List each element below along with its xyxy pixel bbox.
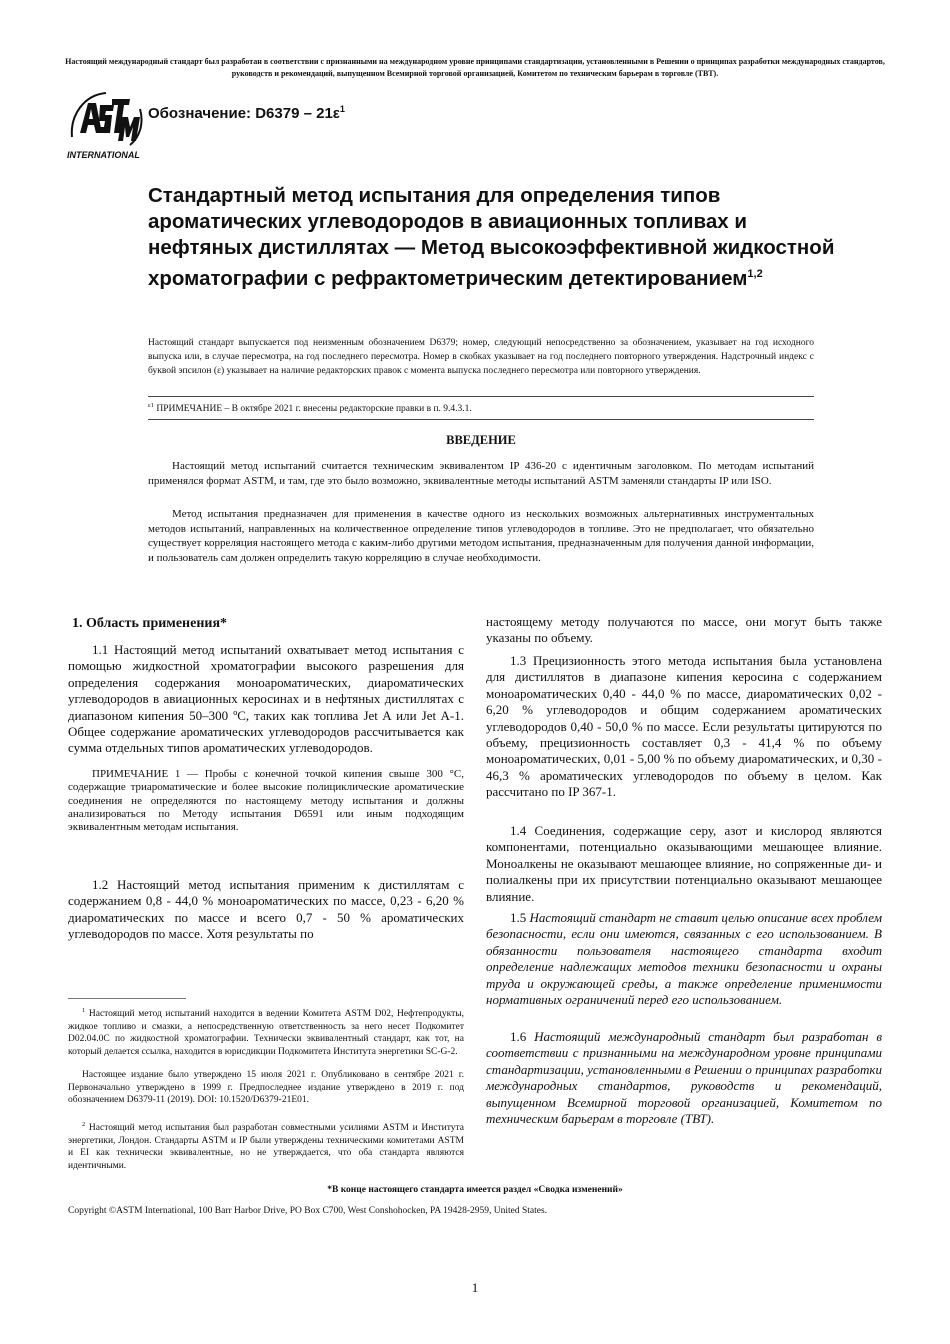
paragraph-1-2 — [68, 877, 464, 943]
paragraph-1-5-body — [486, 910, 882, 1008]
designation — [148, 104, 345, 122]
introduction-paragraph-1: Настоящий метод испытаний считается техническим эквивалентом IP 436-20 с идентичным заголовком. По методам испытаний применялся формат ASTM, и там, где это было возможно, эквивалентные методы испытаний ASTM заменяли стандарты IP или ISO. — [148, 460, 814, 487]
section-heading-scope: 1. Область применения* — [72, 616, 228, 631]
paragraph-1-1-text: 1.1 Настоящий метод испытаний охватывает метод испытания с помощью жидкостной хроматографии высокого разрешения для определения содержания моноароматических, диароматических углеводородов в авиационных керосинах и в нефтяных дистиллятах с диапазоном кипения 50–300 ºС, таких как топлива Jet A или Jet A-1. Общее содержание ароматических углеводородов рассчитывается как сумма отдельных типов ароматических углеводородов. — [68, 642, 464, 756]
paragraph-1-5-number: 1.5 — [510, 910, 530, 925]
astm-logo — [66, 87, 148, 161]
designation-sup: 1 — [339, 104, 345, 114]
paragraph-1-2-text: 1.2 Настоящий метод испытания применим к дистиллятам с содержанием 0,8 - 44,0 % моноароматических по массе, 0,23 - 6,20 % диароматических по массе и всего 0,7 - 50 % ароматических углеводородов по массе. Хотя результаты по — [68, 877, 464, 942]
paragraph-1-3 — [486, 653, 882, 801]
paragraph-1-6-body — [486, 1029, 882, 1127]
issued-note: Настоящий стандарт выпускается под неизменным обозначением D6379; номер, следующий непосредственно за обозначением, указывает на год исходного выпуска или, в случае пересмотра, на год последнего пересмотра. Номер в скобках указывает на год последнего повторного утверждения. Надстрочный индекс с буквой эпсилон (ε) указывает на наличие редакторских правок с момента выпуска последнего пересмотра или повторного утверждения. — [148, 338, 814, 376]
page-number: 1 — [471, 1280, 479, 1295]
summary-of-changes-note: *В конце настоящего стандарта имеется раздел «Сводка изменений» — [327, 1185, 623, 1195]
epsilon-note — [148, 402, 472, 414]
introduction-heading: ВВЕДЕНИЕ — [446, 433, 516, 447]
paragraph-1-4-text: 1.4 Соединения, содержащие серу, азот и кислород являются компонентами, потенциально оказывающими мешающее влияние. Моноалкены не оказывают мешающее влияние, но сопряженные ди- и полиалкены при их присутствии потенциально оказывают мешающее влияние. — [486, 823, 882, 904]
title-footnote-ref: 1,2 — [747, 268, 763, 280]
paragraph-1-6 — [486, 1029, 882, 1127]
divider — [148, 419, 814, 420]
introduction-paragraph-2: Метод испытания предназначен для применения в качестве одного из нескольких возможных альтернативных инструментальных методов испытаний, направленных на количественное определение типов углеводородов в топливе. Это не предполагает, что обязательно существует корреляция настоящего метода с каким-либо другими методом испытания, предназначенным для получения данной информации, и пользователь сам должен определить такую корреляцию в случае необходимости. — [148, 508, 814, 564]
divider — [148, 396, 814, 397]
designation-label: Обозначение: D6379 – 21ε — [148, 105, 340, 122]
astm-logo-icon — [66, 87, 148, 161]
paragraph-1-2-continued: настоящему методу получаются по массе, они могут быть также указаны по объему. — [486, 614, 882, 646]
footnote-1-marker: 1 — [82, 1007, 86, 1014]
top-notice: Настоящий международный стандарт был разработан в соответствии с признанными на международном уровне принципами стандартизации, установленными в Решении о принципах разработки международных стандартов, руководств и рекомендаций, выпущенном Всемирной торговой организацией, Комитетом по техническим барьерам в торговле (ТВТ). — [65, 57, 885, 78]
footnote-1 — [68, 1005, 464, 1059]
paragraph-1-5-text: Настоящий стандарт не ставит целью описание всех проблем безопасности, если они имеются, связанных с его использованием. В обязанности пользователя настоящего стандарта входит определение надлежащих методов техники безопасности и охраны труда и окружающей среды, а также определение применимости нормативных ограничений перед его использованием. — [486, 910, 882, 1008]
paragraph-1-6-number: 1.6 — [510, 1029, 535, 1044]
paragraph-1-1 — [68, 642, 464, 757]
note-1: ПРИМЕЧАНИЕ 1 — Пробы с конечной точкой кипения свыше 300 °C, содержащие триароматические и более высокие полициклические ароматические соединения не определяются по настоящему методу испытания и должны анализироваться по Методу испытания D6591 или иным подходящим эквивалентным методам испытания. — [68, 768, 464, 834]
copyright: Copyright ©ASTM International, 100 Barr Harbor Drive, PO Box C700, West Conshohocken, PA 19428-2959, United States. — [68, 1206, 548, 1216]
footnote-2-marker: 2 — [82, 1121, 86, 1128]
footnote-divider — [68, 998, 186, 999]
svg-text:INTERNATIONAL: INTERNATIONAL — [67, 150, 140, 160]
document-title — [148, 183, 848, 292]
paragraph-1-5 — [486, 910, 882, 1008]
paragraph-1-4 — [486, 823, 882, 905]
footnote-1-edition: Настоящее издание было утверждено 15 июля 2021 г. Опубликовано в сентябре 2021 г. Первоначально утверждено в 1999 г. Предпоследнее издание утверждено в 2019 г. под обозначением D6379-11 (2019). DOI: 10.1520/D6379-21E01. — [68, 1070, 464, 1106]
paragraph-1-3-text: 1.3 Прецизионность этого метода испытания была установлена для дистиллятов в диапазоне кипения керосина с содержанием моноароматических 0,40 - 44,0 % по массе, диароматических 0,02 - 6,20 % углеводородов и общим содержанием ароматических углеводородов 0,40 - 50,0 % по массе. Если результаты цитируются по объему, прецизионность составляет 0,3 - 41,4 % по объему моноароматических, 0,01 - 5,00 % по объему диароматических, и 0,30 - 46,3 % ароматических углеводородов по объему в целом. Как рассчитано по IP 367-1. — [486, 653, 882, 800]
footnote-2 — [68, 1119, 464, 1173]
epsilon-text: ПРИМЕЧАНИЕ – В октябре 2021 г. внесены редакторские правки в п. 9.4.3.1. — [153, 404, 472, 415]
paragraph-1-6-text: Настоящий международный стандарт был разработан в соответствии с признанными на международном уровне принципами стандартизации, установленными в Решении о принципах разработки международных стандартов, руководств и рекомендаций, выпущенном Всемирной торговой организацией, Комитетом по техническим барьерам в торговле (ТВТ). — [486, 1029, 882, 1127]
title-text: Стандартный метод испытания для определения типов ароматических углеводородов в авиационных топливах и нефтяных дистиллятах — Метод высокоэффективной жидкостной хроматографии с рефрактометрическим детектированием — [148, 184, 835, 290]
epsilon-sup: ε1 — [148, 402, 154, 409]
footnote-1-text: Настоящий метод испытаний находится в ведении Комитета ASTM D02, Нефтепродукты, жидкое топливо и смазки, а непосредственную ответственность за него несет Подкомитет D02.04.0C по жидкостной хроматографии. Технически эквивалентный стандарт, как тот, на который делается ссылка, находится в юрисдикции Подкомитета Института энергетики SC-G-2. — [68, 1009, 464, 1057]
footnote-2-text: Настоящий метод испытания был разработан совместными усилиями ASTM и Института энергетики, Лондон. Стандарты ASTM и IP были утверждены техническими комитетами ASTM и EI как технически эквивалентные, но не утверждается, что оба стандарта являются идентичными. — [68, 1123, 464, 1171]
